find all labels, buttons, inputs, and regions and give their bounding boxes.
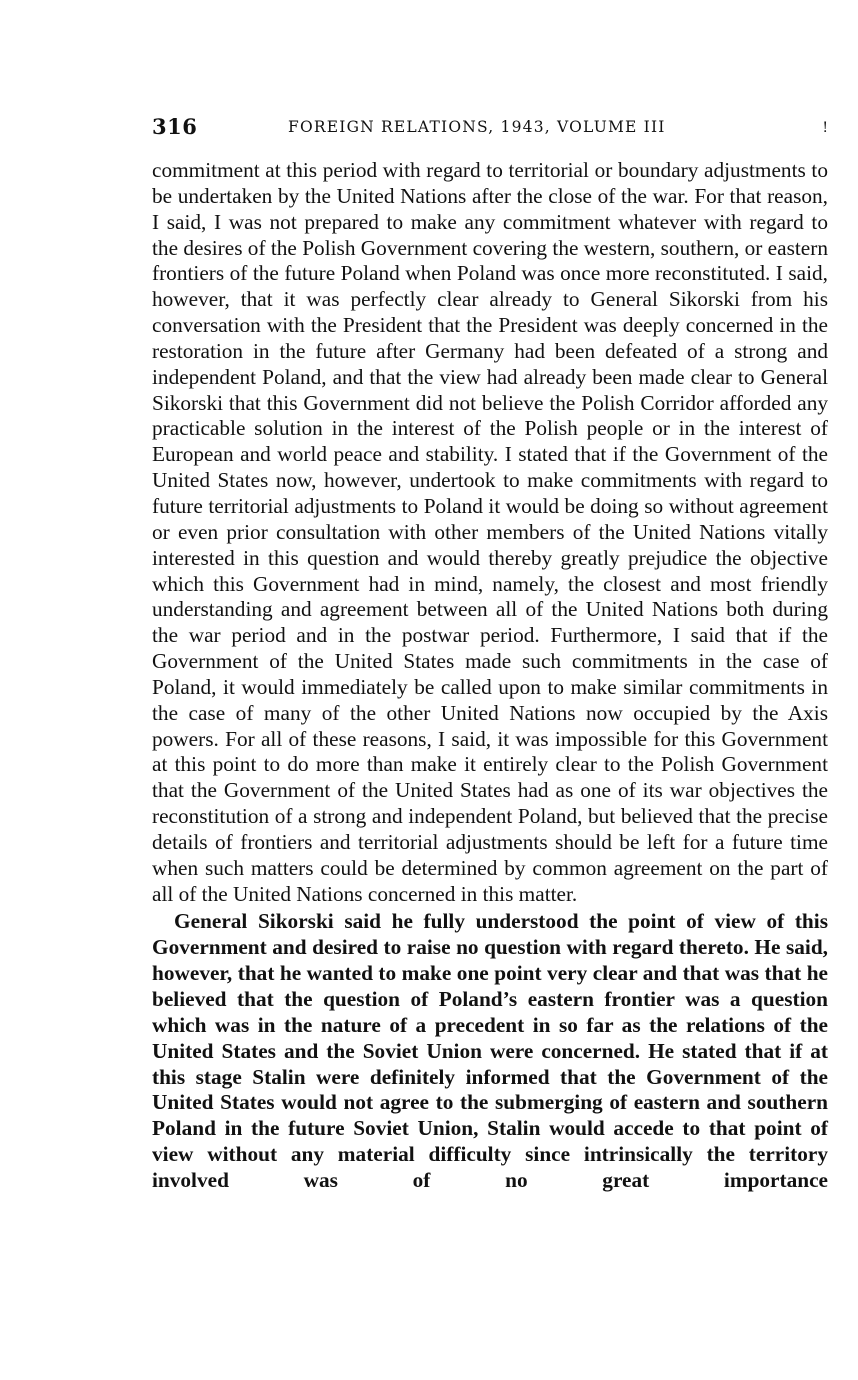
running-head [152,114,828,142]
margin-mark: ! [822,120,828,136]
paragraph: commitment at this period with regard to territorial or boundary adjustments to be undertaken by the United Nations after the close of the war. For that reason, I said, I was not prepared to make any commitment whatever with regard to the desires of the Polish Government covering the western, southern, or eastern frontiers of the future Poland when Poland was once more reconstituted. I said, however, that it was perfectly clear already to General Sikorski from his conversation with the President that the President was deeply concerned in the restoration in the future after Germany had been defeated of a strong and independent Poland, and that the view had already been made clear to General Sikorski that this Government did not believe the Polish Corridor afforded any practicable solution in the interest of the Polish people or in the interest of European and world peace and stability. I stated that if the Government of the United States now, however, undertook to make commitments with regard to future territorial adjustments to Poland it would be doing so without agreement or even prior consultation with other members of the United Nations vitally interested in this question and would thereby greatly prejudice the objective which this Government had in mind, namely, the closest and most friendly understanding and agreement between all of the United Nations both during the war period and in the postwar period. Furthermore, I said that if the Government of the United States made such commitments in the case of Poland, it would immediately be called upon to make similar commitments in the case of many of the other United Nations now occupied by the Axis powers. For all of these reasons, I said, it was impossible for this Government at this point to do more than make it entirely clear to the Polish Government that the Government of the United States had as one of its war objectives the reconstitution of a strong and independent Poland, but believed that the precise details of frontiers and territorial adjustments should be left for a future time when such matters could be determined by common agreement on the part of all of the United Nations concerned in this matter. [152,158,828,906]
body-text [152,158,828,1194]
page-number: 316 [152,114,198,139]
running-title: FOREIGN RELATIONS, 1943, VOLUME III [288,118,666,136]
paragraph: General Sikorski said he fully understood the point of view of this Government and desired to raise no question with regard thereto. He said, however, that he wanted to make one point very clear and that was that he believed that the question of Poland’s eastern frontier was a question which was in the nature of a precedent in so far as the relations of the United States and the Soviet Union were concerned. He stated that if at this stage Stalin were definitely informed that the Government of the United States would not agree to the submerging of eastern and southern Poland in the future Soviet Union, Stalin would accede to that point of view without any material difficulty since intrinsically the territory involved was of no great importance [152,909,828,1192]
